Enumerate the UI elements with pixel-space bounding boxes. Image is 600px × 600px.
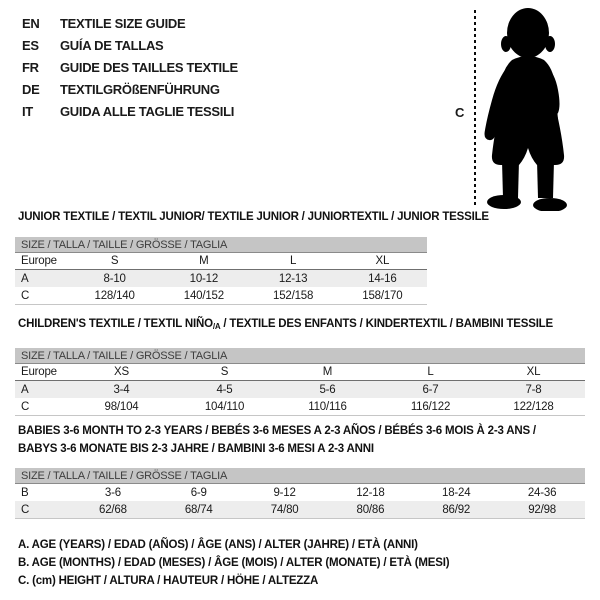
- table-header-bar: SIZE / TALLA / TAILLE / GRÖSSE / TAGLIA: [15, 348, 585, 364]
- table-cell: 12-18: [356, 486, 385, 499]
- children-size-table: [15, 348, 585, 416]
- table-header-bar: SIZE / TALLA / TAILLE / GRÖSSE / TAGLIA: [15, 468, 585, 484]
- table-cell: 7-8: [525, 383, 542, 396]
- height-measure-line: [474, 10, 476, 207]
- title-subscript: /A: [212, 322, 221, 331]
- table-cell: 68/74: [184, 503, 213, 516]
- table-cell: 122/128: [513, 400, 554, 413]
- title-line: BABYS 3-6 MONATE BIS 2-3 JAHRE / BAMBINI 3-6 MESI A 2-3 ANNI: [18, 443, 374, 455]
- table-cell: 104/110: [204, 400, 245, 413]
- lang-code: ES: [22, 37, 39, 53]
- table-cell: 3-6: [104, 486, 121, 499]
- lang-title: GUÍA DE TALLAS: [60, 37, 164, 53]
- table-cell: 8-10: [103, 272, 126, 285]
- legend-footnotes: [18, 536, 449, 590]
- lang-code: IT: [22, 103, 33, 119]
- lang-row-fr: [22, 56, 238, 78]
- babies-size-table: [15, 468, 585, 519]
- lang-row-it: [22, 100, 238, 122]
- table-cell: 62/68: [99, 503, 127, 516]
- table-row-europe: [15, 253, 427, 270]
- table-cell: 74/80: [270, 503, 299, 516]
- row-label: A: [21, 272, 29, 285]
- table-cell: 14-16: [368, 272, 397, 285]
- lang-code: DE: [22, 81, 40, 97]
- table-cell: 98/104: [104, 400, 139, 413]
- table-cell: 12-13: [278, 272, 308, 285]
- row-label: Europe: [21, 255, 57, 267]
- table-cell: 80/86: [356, 503, 385, 516]
- table-row-age-months: [15, 484, 585, 501]
- height-measure-label: C: [455, 105, 465, 120]
- lang-title: TEXTILE SIZE GUIDE: [60, 15, 186, 31]
- table-cell: 18-24: [442, 486, 471, 499]
- lang-code: FR: [22, 59, 39, 75]
- baby-silhouette-icon: [478, 6, 588, 211]
- table-cell: XS: [114, 366, 129, 378]
- title-text: CHILDREN'S TEXTILE / TEXTIL NIÑO: [18, 318, 213, 330]
- lang-code: EN: [22, 15, 40, 31]
- table-cell: 6-7: [422, 383, 439, 396]
- title-text: / TEXTILE DES ENFANTS / KINDERTEXTIL / BAMBINI TESSILE: [220, 318, 553, 330]
- row-label: A: [21, 383, 29, 396]
- table-cell: 92/98: [528, 503, 556, 516]
- title-line: BABIES 3-6 MONTH TO 2-3 YEARS / BEBÉS 3-6 MESES A 2-3 AÑOS / BÉBÉS 3-6 MOIS À 2-3 ANS /: [18, 425, 536, 437]
- language-title-list: [22, 12, 238, 122]
- table-cell: 86/92: [442, 503, 471, 516]
- table-cell: 128/140: [94, 289, 135, 302]
- table-cell: 110/116: [308, 400, 347, 413]
- row-label: Europe: [21, 366, 57, 378]
- table-cell: S: [110, 255, 119, 267]
- table-row-height: [15, 501, 585, 518]
- table-cell: 3-4: [113, 383, 130, 396]
- row-label: B: [21, 486, 29, 499]
- lang-title: TEXTILGRÖßENFÜHRUNG: [60, 81, 220, 97]
- table-row-europe: [15, 364, 585, 381]
- table-row-height: [15, 287, 427, 304]
- table-cell: 6-9: [190, 486, 207, 499]
- footnote-height: C. (cm) HEIGHT / ALTURA / HAUTEUR / HÖHE / ALTEZZA: [18, 575, 319, 587]
- row-label: C: [21, 289, 30, 302]
- lang-row-en: [22, 12, 238, 34]
- table-header-bar: SIZE / TALLA / TAILLE / GRÖSSE / TAGLIA: [15, 237, 427, 253]
- section-title-children: [18, 318, 553, 331]
- table-cell: S: [220, 366, 229, 378]
- table-row-height: [15, 398, 585, 415]
- footnote-age-months: B. AGE (MONTHS) / EDAD (MESES) / ÂGE (MOIS) / ALTER (MONATE) / ETÀ (MESI): [18, 557, 450, 569]
- section-title-junior: JUNIOR TEXTILE / TEXTIL JUNIOR/ TEXTILE JUNIOR / JUNIORTEXTIL / JUNIOR TESSILE: [18, 211, 489, 223]
- table-cell: 4-5: [216, 383, 233, 396]
- table-cell: 5-6: [319, 383, 336, 396]
- junior-size-table: [15, 237, 427, 305]
- section-title-babies: [18, 422, 578, 458]
- table-cell: XL: [526, 366, 541, 378]
- lang-row-de: [22, 78, 238, 100]
- table-row-age: [15, 270, 427, 287]
- baby-figure: [450, 0, 600, 215]
- lang-title: GUIDE DES TAILLES TEXTILE: [60, 59, 238, 75]
- lang-row-es: [22, 34, 238, 56]
- lang-title: GUIDA ALLE TAGLIE TESSILI: [60, 103, 235, 119]
- table-cell: 24-36: [527, 486, 557, 499]
- table-cell: XL: [375, 255, 390, 267]
- row-label: C: [21, 400, 30, 413]
- row-label: C: [21, 503, 30, 516]
- table-cell: M: [199, 255, 209, 267]
- footnote-age-years: A. AGE (YEARS) / EDAD (AÑOS) / ÂGE (ANS) / ALTER (JAHRE) / ETÀ (ANNI): [18, 539, 418, 551]
- table-row-age: [15, 381, 585, 398]
- table-cell: M: [322, 366, 333, 378]
- table-cell: 9-12: [273, 486, 296, 499]
- table-cell: 140/152: [183, 289, 224, 302]
- table-cell: 158/170: [362, 289, 403, 302]
- table-cell: 152/158: [273, 289, 314, 302]
- table-cell: 116/122: [410, 400, 451, 413]
- table-cell: L: [290, 255, 297, 267]
- table-cell: 10-12: [189, 272, 219, 285]
- table-cell: L: [427, 366, 434, 378]
